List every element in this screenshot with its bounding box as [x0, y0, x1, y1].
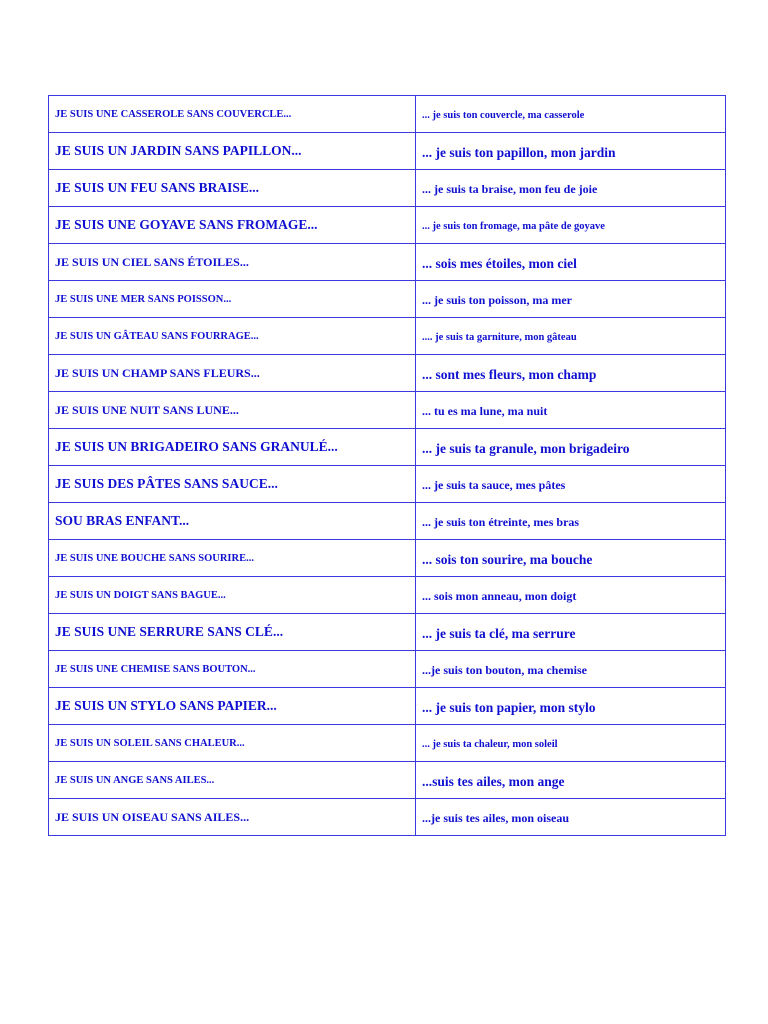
left-phrase: JE SUIS UNE CHEMISE SANS BOUTON...	[49, 651, 416, 688]
right-phrase: ... je suis ta clé, ma serrure	[416, 614, 726, 651]
right-phrase: ... je suis ta granule, mon brigadeiro	[416, 429, 726, 466]
table-row	[49, 577, 726, 614]
table-row	[49, 614, 726, 651]
left-phrase: JE SUIS UN CIEL SANS ÉTOILES...	[49, 244, 416, 281]
table-row	[49, 318, 726, 355]
left-phrase: JE SUIS UNE SERRURE SANS CLÉ...	[49, 614, 416, 651]
left-phrase: JE SUIS UN JARDIN SANS PAPILLON...	[49, 133, 416, 170]
left-phrase: JE SUIS UNE NUIT SANS LUNE...	[49, 392, 416, 429]
table-row	[49, 466, 726, 503]
table-row	[49, 133, 726, 170]
phrase-pairs-body	[49, 96, 726, 836]
left-phrase: JE SUIS UN FEU SANS BRAISE...	[49, 170, 416, 207]
left-phrase: JE SUIS UNE GOYAVE SANS FROMAGE...	[49, 207, 416, 244]
left-phrase: JE SUIS UN STYLO SANS PAPIER...	[49, 688, 416, 725]
left-phrase: JE SUIS UNE BOUCHE SANS SOURIRE...	[49, 540, 416, 577]
phrase-pairs-table	[48, 95, 726, 836]
right-phrase: ... je suis ton couvercle, ma casserole	[416, 96, 726, 133]
right-phrase: ... sois mon anneau, mon doigt	[416, 577, 726, 614]
table-row	[49, 688, 726, 725]
left-phrase: JE SUIS UN SOLEIL SANS CHALEUR...	[49, 725, 416, 762]
right-phrase: ... tu es ma lune, ma nuit	[416, 392, 726, 429]
table-row	[49, 355, 726, 392]
right-phrase: ... je suis ton papillon, mon jardin	[416, 133, 726, 170]
table-row	[49, 96, 726, 133]
table-row	[49, 540, 726, 577]
table-row	[49, 392, 726, 429]
left-phrase: JE SUIS UN OISEAU SANS AILES...	[49, 799, 416, 836]
left-phrase: JE SUIS UN DOIGT SANS BAGUE...	[49, 577, 416, 614]
right-phrase: ...je suis ton bouton, ma chemise	[416, 651, 726, 688]
right-phrase: ... je suis ta chaleur, mon soleil	[416, 725, 726, 762]
right-phrase: ...suis tes ailes, mon ange	[416, 762, 726, 799]
right-phrase: ... sont mes fleurs, mon champ	[416, 355, 726, 392]
right-phrase: ... je suis ton fromage, ma pâte de goyave	[416, 207, 726, 244]
table-row	[49, 799, 726, 836]
left-phrase: JE SUIS UN GÂTEAU SANS FOURRAGE...	[49, 318, 416, 355]
table-row	[49, 281, 726, 318]
right-phrase: ... je suis ta braise, mon feu de joie	[416, 170, 726, 207]
right-phrase: ... je suis ta sauce, mes pâtes	[416, 466, 726, 503]
right-phrase: ... sois ton sourire, ma bouche	[416, 540, 726, 577]
table-row	[49, 725, 726, 762]
table-row	[49, 503, 726, 540]
right-phrase: ... sois mes étoiles, mon ciel	[416, 244, 726, 281]
left-phrase: SOU BRAS ENFANT...	[49, 503, 416, 540]
table-row	[49, 207, 726, 244]
table-row	[49, 651, 726, 688]
left-phrase: JE SUIS UN CHAMP SANS FLEURS...	[49, 355, 416, 392]
table-row	[49, 762, 726, 799]
table-row	[49, 429, 726, 466]
table-row	[49, 244, 726, 281]
right-phrase: .... je suis ta garniture, mon gâteau	[416, 318, 726, 355]
left-phrase: JE SUIS UN ANGE SANS AILES...	[49, 762, 416, 799]
left-phrase: JE SUIS DES PÂTES SANS SAUCE...	[49, 466, 416, 503]
left-phrase: JE SUIS UNE MER SANS POISSON...	[49, 281, 416, 318]
left-phrase: JE SUIS UNE CASSEROLE SANS COUVERCLE...	[49, 96, 416, 133]
right-phrase: ...je suis tes ailes, mon oiseau	[416, 799, 726, 836]
right-phrase: ... je suis ton papier, mon stylo	[416, 688, 726, 725]
left-phrase: JE SUIS UN BRIGADEIRO SANS GRANULÉ...	[49, 429, 416, 466]
right-phrase: ... je suis ton étreinte, mes bras	[416, 503, 726, 540]
right-phrase: ... je suis ton poisson, ma mer	[416, 281, 726, 318]
table-row	[49, 170, 726, 207]
